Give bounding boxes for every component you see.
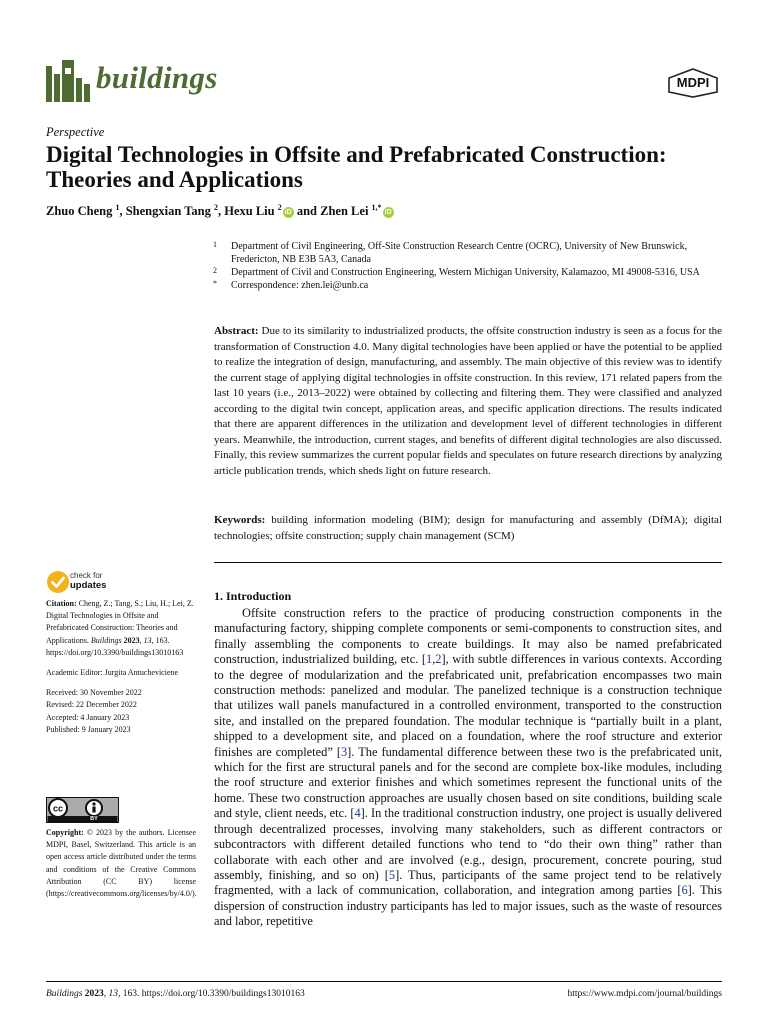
svg-text:cc: cc <box>52 803 64 814</box>
footer-doi[interactable]: , 163. https://doi.org/10.3390/buildings13010163 <box>118 989 305 999</box>
citation-doi[interactable]: , 163. https://doi.org/10.3390/buildings13010163 <box>46 635 184 657</box>
affiliation-marker: 1 <box>213 240 217 249</box>
body-text: ]. The fundamental difference between these two is the prefabricated unit, which for the first are structural panels and for the second are complete box-like modules, including the roof structure and exterior finishes and which sometimes represent the functional units of the home. These two construction approaches are usually chosen based on site conditions, building scale and style, client needs, etc. [ <box>214 744 722 821</box>
reference-link[interactable]: 6 <box>681 883 688 898</box>
cc-by-icon <box>46 797 119 823</box>
author-affiliation-marker: 2 <box>277 203 282 212</box>
author-affiliation-marker: 2 <box>213 203 218 212</box>
reference-link[interactable]: 5 <box>388 867 396 882</box>
section-heading: 1. Introduction <box>214 589 292 603</box>
footer-year: 2023 <box>84 989 104 999</box>
paragraph <box>214 606 722 930</box>
buildings-logo-icon <box>46 60 90 102</box>
license-badge-text: BY <box>90 815 98 822</box>
orcid-icon[interactable]: iD <box>284 209 292 217</box>
body-text: Offsite construction refers to the practice of producing construction components in the manufacturing factory, shipping complete components or semi-components to construction sites, and finally assembling the components to create buildings. It may also be named prefabricated construction, industrialized building, etc. [ <box>214 606 722 667</box>
author-name[interactable]: Zhen Lei <box>320 204 369 219</box>
article-title: Digital Technologies in Offsite and Prefabricated Construction: Theories and Applications <box>46 142 667 192</box>
article-info-sidebar <box>46 598 196 736</box>
keywords <box>214 513 722 544</box>
abstract <box>214 324 722 479</box>
academic-editor <box>46 667 196 679</box>
keywords-text: building information modeling (BIM); design for manufacturing and assembly (DfMA); digital technologies; offsite construction; supply chain management (SCM) <box>214 514 722 542</box>
orcid-icon[interactable]: iD <box>384 209 392 217</box>
author-separator: and <box>293 204 321 219</box>
mdpi-logo[interactable] <box>667 68 719 98</box>
published-date: Published: 9 January 2023 <box>46 724 131 734</box>
reference-link[interactable]: 3 <box>340 744 348 759</box>
footer-journal: Buildings <box>46 989 83 999</box>
author-affiliation-marker: 1,* <box>371 203 382 212</box>
citation-volume: 13 <box>143 635 152 645</box>
citation-year: 2023 <box>123 635 140 645</box>
citation-block: Citation: Cheng, Z.; Tang, S.; Liu, H.; Lei, Z. Digital Technologies in Offsite and Prefabricated Construction: Theories and Applications. Buildings 2023, 13, 163. https://doi.org/10.3390/buildings13010163 <box>46 599 194 657</box>
author-affiliation-marker: 1 <box>115 203 120 212</box>
correspondence-text: Correspondence: zhen.lei@unb.ca <box>231 280 369 291</box>
accepted-date: Accepted: 4 January 2023 <box>46 712 130 722</box>
check-for-updates-icon <box>46 570 70 594</box>
author-name[interactable]: Shengxian Tang <box>125 204 211 219</box>
cc-by-license-badge[interactable] <box>46 797 119 823</box>
received-date: Received: 30 November 2022 <box>46 688 142 698</box>
body-text: ]. This dispersion of construction industry participants has led to major issues, such as the waste of resources and labor, repetitive <box>214 883 722 929</box>
editor-name: Jurgita Antucheviciene <box>104 668 179 678</box>
revised-date: Revised: 22 December 2022 <box>46 700 137 710</box>
citation-label: Citation: <box>46 599 77 608</box>
section-divider <box>214 562 722 563</box>
footer-divider <box>46 981 722 982</box>
reference-link[interactable]: 4 <box>354 806 361 821</box>
correspondence-item <box>213 279 728 292</box>
reference-link[interactable]: 2 <box>435 652 442 667</box>
reference-link[interactable]: 1 <box>425 652 433 667</box>
citation-journal: Buildings <box>90 635 122 645</box>
copyright-notice <box>46 827 196 900</box>
affiliations <box>213 240 728 292</box>
affiliation-item <box>213 266 728 279</box>
author-list <box>46 203 394 219</box>
copyright-label: Copyright: <box>46 828 84 837</box>
affiliation-text: Department of Civil Engineering, Off-Site Construction Research Centre (OCRC), University of New Brunswick, Fredericton, NB E3B 5A3, Canada <box>231 241 688 265</box>
abstract-label: Abstract: <box>214 325 259 337</box>
body-text: ]. In the traditional construction industry, one project is usually delivered through decentralized processes, involving many stakeholders, such as different contractors or subcontractors with different detailed functions who tend to “do their own thing” rather than collaborate with each other and are involved (e.g., design, procurement, concrete pouring, stud assembly, finishing, and so on) [ <box>214 806 722 882</box>
author-separator: , <box>119 204 126 219</box>
publisher-name: MDPI <box>676 75 710 90</box>
affiliation-item <box>213 240 728 266</box>
article-type: Perspective <box>46 125 105 139</box>
copyright-text: © 2023 by the authors. Licensee MDPI, Basel, Switzerland. This article is an open access article distributed under the terms and conditions of the Creative Commons Attribution (CC BY) license (https://creativecommons.org/licenses/by/4.0/). <box>46 828 197 899</box>
updates-text: updates <box>70 580 107 591</box>
correspondence-marker: * <box>213 279 217 288</box>
author-name[interactable]: Hexu Liu <box>224 204 275 219</box>
footer-volume: 13 <box>108 989 119 999</box>
check-for-updates-badge[interactable] <box>46 570 186 594</box>
author-name[interactable]: Zhuo Cheng <box>46 204 113 219</box>
affiliation-text: Department of Civil and Construction Engineering, Western Michigan University, Kalamazoo, MI 49008-5316, USA <box>231 267 700 278</box>
author-separator: , <box>217 204 225 219</box>
body-text: ]. Thus, participants of the same project tend to be relatively fragmented, with a lack of communication, collaboration, and integration among parties [ <box>214 867 722 898</box>
introduction-body <box>214 606 722 930</box>
body-text: ], with subtle differences in various contexts. According to the degree of modularization and the prefabricated unit, prefabrication encompasses two main construction methods: panelized and modular. The panelized technique is a construction technique that utilizes wall panels manufactured in a controlled environment, transported to the construction site, and installed on the prepared foundation. The modular technique is “partially built in a plant, shipped to a development site, and placed on a foundation, where the roof structure and exterior finishes are completed” [ <box>214 652 722 759</box>
affiliation-marker: 2 <box>213 266 217 275</box>
check-for-text: check for <box>70 571 103 580</box>
abstract-text: Due to its similarity to industrialized products, the offsite construction industry is seen as a focus for the transformation of Construction 4.0. Many digital technologies have been applied or have the potential to be applied to realize the integration of design, manufacturing, and assembly. The main objective of this review was to identify the current stage of applying digital technologies in offsite construction. In this review, 171 related papers from the last 10 years (i.e., 2013–2022) were obtained by collecting and filtering them. They were classified and analyzed according to the digital twin concept, application areas, and specific application directions. The results indicated that there are apparent differences in the utilization and development level of different technologies in different years. Meanwhile, the introduction, current stages, and benefits of different digital technologies are also discussed. Finally, this review summarizes the current popular fields and speculates on future research directions by analyzing article publication trends, which sheds light on future research. <box>214 325 723 477</box>
citation-text: Cheng, Z.; Tang, S.; Liu, H.; Lei, Z. Digital Technologies in Offsite and Prefabricated Construction: Theories and Applications. <box>46 599 194 645</box>
keywords-label: Keywords: <box>214 514 266 526</box>
editor-label: Academic Editor: <box>46 668 103 678</box>
journal-name: buildings <box>96 60 218 95</box>
footer-citation: Buildings 2023, 13, 163. https://doi.org/10.3390/buildings13010163 <box>46 989 305 999</box>
reference-separator: , <box>432 652 436 667</box>
footer-journal-url[interactable]: https://www.mdpi.com/journal/buildings <box>567 989 722 999</box>
